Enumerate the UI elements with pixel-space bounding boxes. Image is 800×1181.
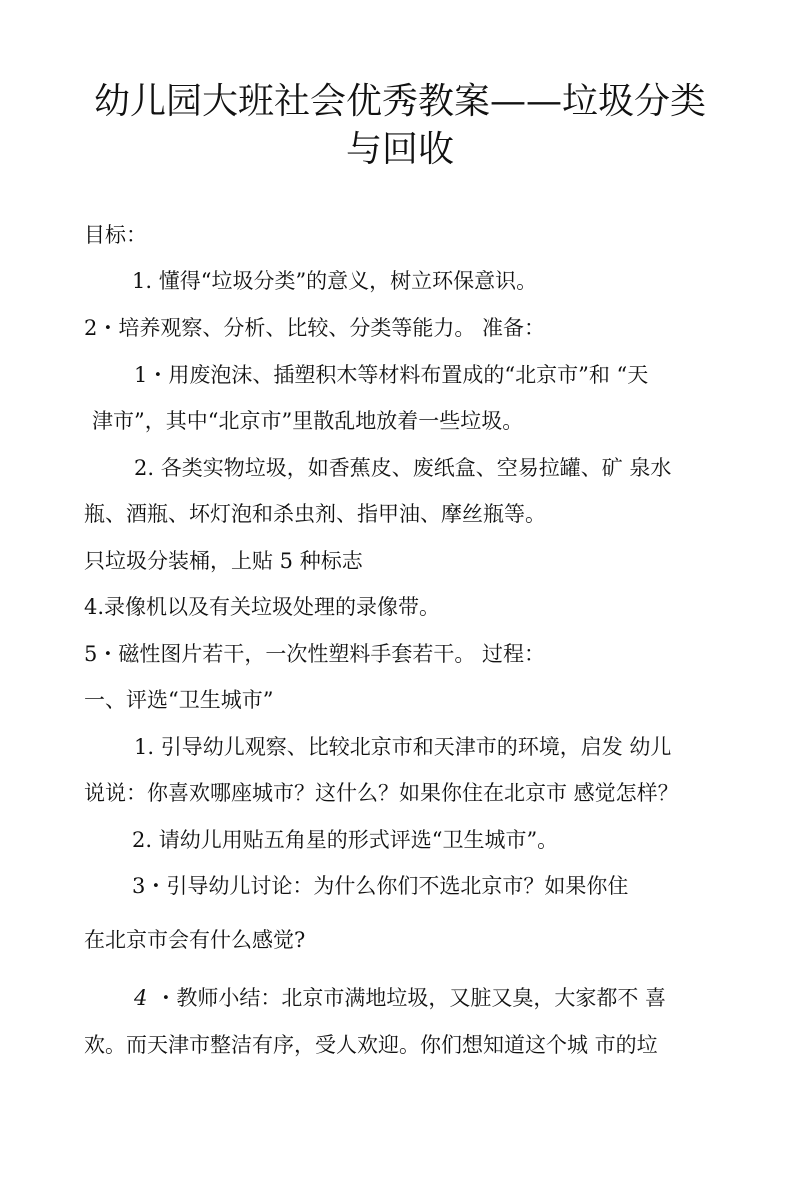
process-section-1: 一、评选“卫生城市”: [84, 688, 274, 712]
process-item-2: 2. 请幼儿用贴五角星的形式评选“卫生城市”。: [132, 828, 559, 852]
process-item-4-cont: 欢。而天津市整洁有序，受人欢迎。你们想知道这个城 市的垃: [84, 1033, 658, 1057]
process-item-4: [134, 983, 666, 1013]
process-item-4-number: 4: [134, 986, 148, 1010]
document-title-line-1: 幼儿园大班社会优秀教案——垃圾分类: [93, 81, 706, 122]
prep-item-2: 2. 各类实物垃圾，如香蕉皮、废纸盒、空易拉罐、矿 泉水: [134, 456, 672, 480]
process-item-1: 1. 引导幼儿观察、比较北京市和天津市的环境，启发 幼儿: [134, 735, 672, 759]
section-heading-goals: 目标：: [84, 223, 147, 247]
process-item-4-text: ・教师小结：北京市满地垃圾，又脏又臭，大家都不 喜: [155, 986, 667, 1010]
goal-item-1: 1. 懂得“垃圾分类”的意义，树立环保意识。: [132, 269, 538, 293]
process-item-3: 3・引导幼儿讨论：为什么你们不选北京市？如果你住: [132, 874, 629, 898]
prep-item-1-cont: 津市”，其中“北京市”里散乱地放着一些垃圾。: [92, 409, 524, 433]
prep-item-4: 4.录像机以及有关垃圾处理的录像带。: [84, 595, 441, 619]
prep-item-5: 5・磁性图片若干，一次性塑料手套若干。 过程：: [84, 642, 546, 666]
prep-item-1: 1・用废泡沫、插塑积木等材料布置成的“北京市”和 “天: [134, 363, 649, 387]
prep-item-3: 只垃圾分装桶，上贴 5 种标志: [84, 549, 363, 573]
goal-item-2: 2・培养观察、分析、比较、分类等能力。 准备：: [84, 316, 546, 340]
process-item-3-cont: 在北京市会有什么感觉?: [84, 928, 306, 952]
prep-item-2-cont: 瓶、酒瓶、坏灯泡和杀虫剂、指甲油、摩丝瓶等。: [84, 502, 546, 526]
document-title-line-2: 与回收: [345, 129, 454, 170]
process-item-1-cont: 说说：你喜欢哪座城市？这什么？如果你住在北京市 感觉怎样？: [84, 781, 679, 805]
